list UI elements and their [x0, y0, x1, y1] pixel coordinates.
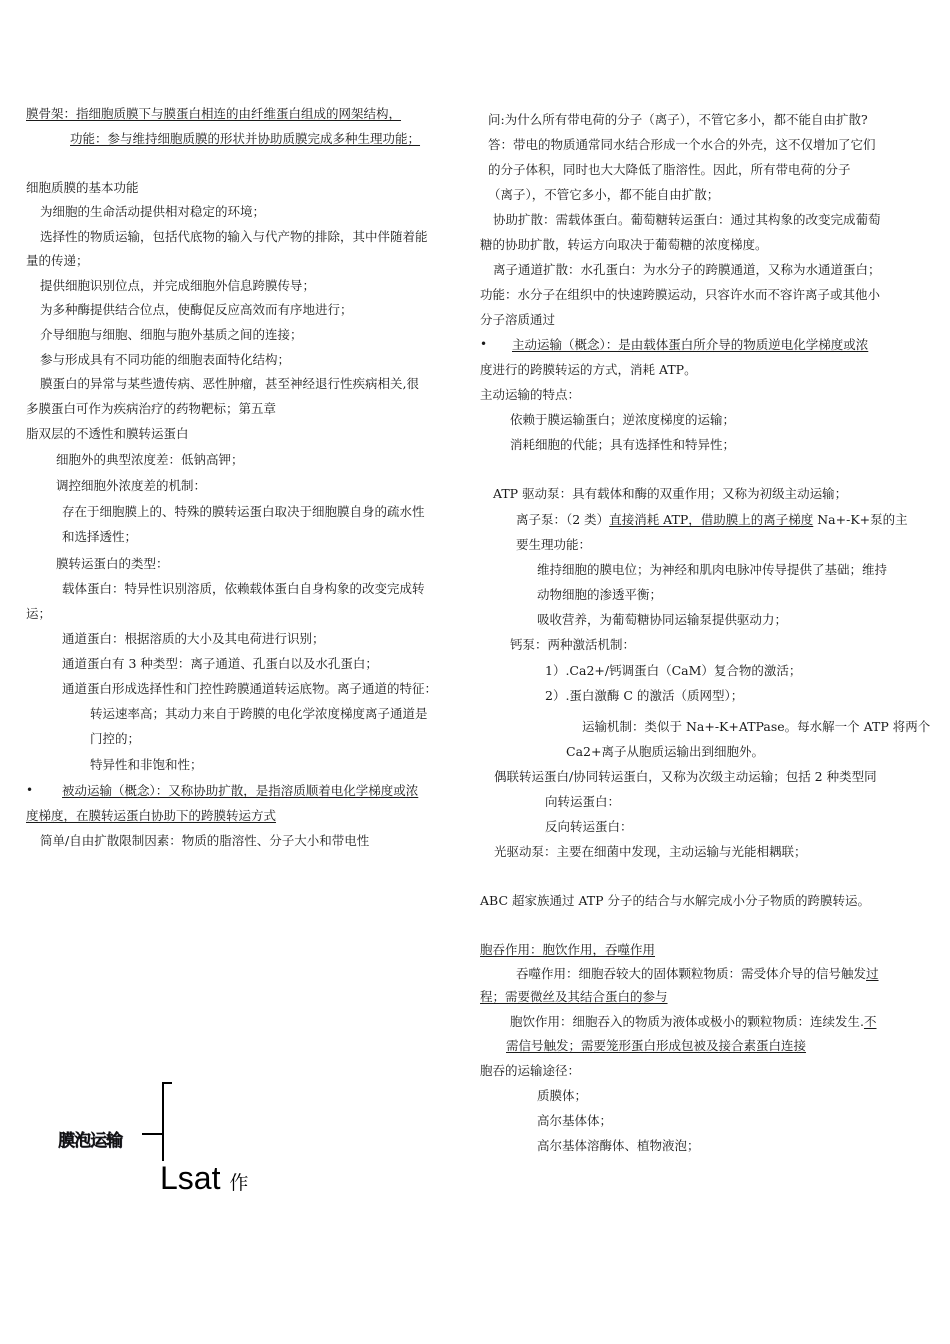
text-line: 依赖于膜运输蛋白；逆浓度梯度的运输；	[510, 412, 736, 427]
endocytosis-heading: 胞吞作用：胞饮作用，吞噬作用	[480, 942, 656, 957]
text-line: 量的传递；	[26, 253, 89, 268]
pinocytosis-line	[510, 1014, 877, 1030]
vesicle-transport-label: 膜泡运输	[58, 1131, 122, 1151]
text-line: ATP 驱动泵：具有载体和酶的双重作用；又称为初级主动运输；	[493, 486, 848, 501]
text-line: 高尔基体溶酶体、植物液泡；	[537, 1138, 700, 1153]
text-segment: 吞噬作用：细胞吞较大的固体颗粒物质：需受体介导的信号触发	[516, 966, 867, 981]
text-line: 需信号触发；需要笼形蛋白形成包被及接合素蛋白连接	[506, 1038, 807, 1053]
text-line: 选择性的物质运输，包括代底物的输入与代产物的排除，其中伴随着能	[40, 229, 428, 244]
active-transport-definition: 主动运输（概念）：是由载体蛋白所介导的物质逆电化学梯度或浓	[512, 337, 869, 352]
text-line: 膜转运蛋白的类型：	[56, 556, 169, 571]
text-line: 介导细胞与细胞、细胞与胞外基质之间的连接；	[40, 327, 303, 342]
bullet-icon: •	[480, 337, 488, 351]
text-line: 分子溶质通过	[480, 312, 556, 327]
passive-transport-definition-cont: 度梯度，在膜转运蛋白协助下的跨膜转运方式	[26, 808, 277, 823]
text-line: 门控的；	[90, 731, 141, 746]
text-line: 反向转运蛋白：	[545, 819, 633, 834]
text-line: 为细胞的生命活动提供相对稳定的环境；	[40, 204, 266, 219]
text-line: 离子通道扩散：水孔蛋白：为水分子的跨膜通道，又称为水通道蛋白；	[493, 262, 881, 277]
text-line: 1）.Ca2+/钙调蛋白（CaM）复合物的激活；	[545, 663, 802, 678]
text-line: 存在于细胞膜上的、特殊的膜转运蛋白取决于细胞膜自身的疏水性	[62, 504, 425, 519]
text-line: 特异性和非饱和性；	[90, 757, 203, 772]
text-line: 通道蛋白有 3 种类型：离子通道、孔蛋白以及水孔蛋白；	[62, 656, 378, 671]
text-line: 通道蛋白形成选择性和门控性跨膜通道转运底物。离子通道的特征：	[62, 681, 438, 696]
text-line: 通道蛋白：根据溶质的大小及其电荷进行识别；	[62, 631, 325, 646]
passive-transport-definition: 被动运输（概念）：又称协助扩散，是指溶质顺着电化学梯度或浓	[62, 783, 419, 798]
text-line: 糖的协助扩散，转运方向取决于葡萄糖的浓度梯度。	[480, 237, 768, 252]
section-heading: 胞吞的运输途径：	[480, 1063, 581, 1078]
text-line: 细胞外的典型浓度差：低钠高钾；	[56, 452, 244, 467]
text-line: 消耗细胞的代能；具有选择性和特异性；	[510, 437, 736, 452]
membrane-skeleton-definition: 膜骨架：指细胞质膜下与膜蛋白相连的由纤维蛋白组成的网架结构，	[26, 106, 402, 121]
text-line: 协助扩散：需载体蛋白。葡萄糖转运蛋白：通过其构象的改变完成葡萄	[493, 212, 881, 227]
text-line: 参与形成具有不同功能的细胞表面特化结构；	[40, 352, 291, 367]
bullet-icon: •	[26, 783, 34, 797]
text-line: 提供细胞识别位点，并完成细胞外信息跨膜传导；	[40, 278, 316, 293]
text-line: 载体蛋白：特异性识别溶质，依赖载体蛋白自身构象的改变完成转	[62, 581, 425, 596]
answer-line: 答：带电的物质通常同水结合形成一个水合的外壳，这不仅增加了它们	[488, 137, 876, 152]
text-segment: 直接消耗 ATP，借助膜上的离子梯度	[609, 512, 814, 527]
text-line: 的分子体积，同时也大大降低了脂溶性。因此，所有带电荷的分子	[488, 162, 851, 177]
bracket-stem	[142, 1133, 162, 1135]
text-line: 运输机制：类似于 Na+-K+ATPase。每水解一个 ATP 将两个	[582, 719, 931, 734]
text-line: （离子），不管它多小，都不能自由扩散；	[488, 187, 720, 202]
text-line: 多膜蛋白可作为疾病治疗的药物靶标；第五章	[26, 401, 277, 416]
text-segment: Na+-K+泵的主	[813, 512, 908, 527]
text-line: 度进行的跨膜转运的方式，消耗 ATP。	[480, 362, 697, 377]
text-line: 维持细胞的膜电位；为神经和肌肉电脉冲传导提供了基础；维持	[537, 562, 888, 577]
text-line: 光驱动泵：主要在细菌中发现，主动运输与光能相耦联；	[494, 844, 807, 859]
section-heading: 脂双层的不透性和膜转运蛋白	[26, 426, 189, 441]
text-line: 调控细胞外浓度差的机制：	[56, 478, 207, 493]
text-line: Ca2+离子从胞质运输出到细胞外。	[566, 744, 764, 759]
question-line: 问:为什么所有带电荷的分子（离子），不管它多小，都不能自由扩散?	[488, 112, 868, 127]
text-line: 2）.蛋白激酶 C 的激活（质网型）；	[545, 688, 744, 703]
section-heading: 细胞质膜的基本功能	[26, 180, 139, 195]
text-line: 质膜体；	[537, 1088, 588, 1103]
text-line: 吸收营养，为葡萄糖协同运输泵提供驱动力；	[537, 612, 788, 627]
text-line: 运；	[26, 606, 52, 621]
text-line: 向转运蛋白：	[545, 794, 621, 809]
phagocytosis-line	[516, 966, 879, 982]
text-line: 要生理功能：	[516, 537, 592, 552]
text-segment: 过	[866, 966, 879, 981]
text-line: 为多种酶提供结合位点，使酶促反应高效而有序地进行；	[40, 302, 353, 317]
bracket-line	[162, 1082, 164, 1161]
text-line: 钙泵：两种激活机制：	[510, 637, 636, 652]
text-segment: 不	[863, 1014, 877, 1029]
section-heading: 主动运输的特点：	[480, 387, 581, 402]
lsat-label: Lsat 作	[160, 1160, 249, 1196]
text-line: 功能：水分子在组织中的快速跨膜运动，只容许水而不容许离子或其他小	[480, 287, 881, 302]
bracket-top	[162, 1082, 172, 1084]
text-segment: 胞饮作用：细胞吞入的物质为液体或极小的颗粒物质：连续发生.	[510, 1014, 864, 1029]
text-line: 转运速率高；其动力来自于跨膜的电化学浓度梯度离子通道是	[90, 706, 428, 721]
text-line: ABC 超家族通过 ATP 分子的结合与水解完成小分子物质的跨膜转运。	[480, 893, 871, 908]
text-line: 高尔基体体；	[537, 1113, 613, 1128]
text-line: 偶联转运蛋白/协同转运蛋白，又称为次级主动运输；包括 2 种类型同	[494, 769, 877, 784]
text-line: 简单/自由扩散限制因素：物质的脂溶性、分子大小和带电性	[40, 833, 370, 848]
membrane-skeleton-function: 功能：参与维持细胞质膜的形状并协助质膜完成多种生理功能；	[70, 131, 421, 146]
ion-pump-line	[516, 512, 908, 528]
text-line: 程；需要微丝及其结合蛋白的参与	[480, 989, 668, 1004]
text-line: 动物细胞的渗透平衡；	[537, 587, 663, 602]
text-segment: 离子泵：（2 类）	[516, 512, 610, 527]
text-line: 和选择透性；	[62, 529, 138, 544]
text-line: 膜蛋白的异常与某些遗传病、恶性肿瘤，甚至神经退行性疾病相关,很	[40, 376, 419, 391]
